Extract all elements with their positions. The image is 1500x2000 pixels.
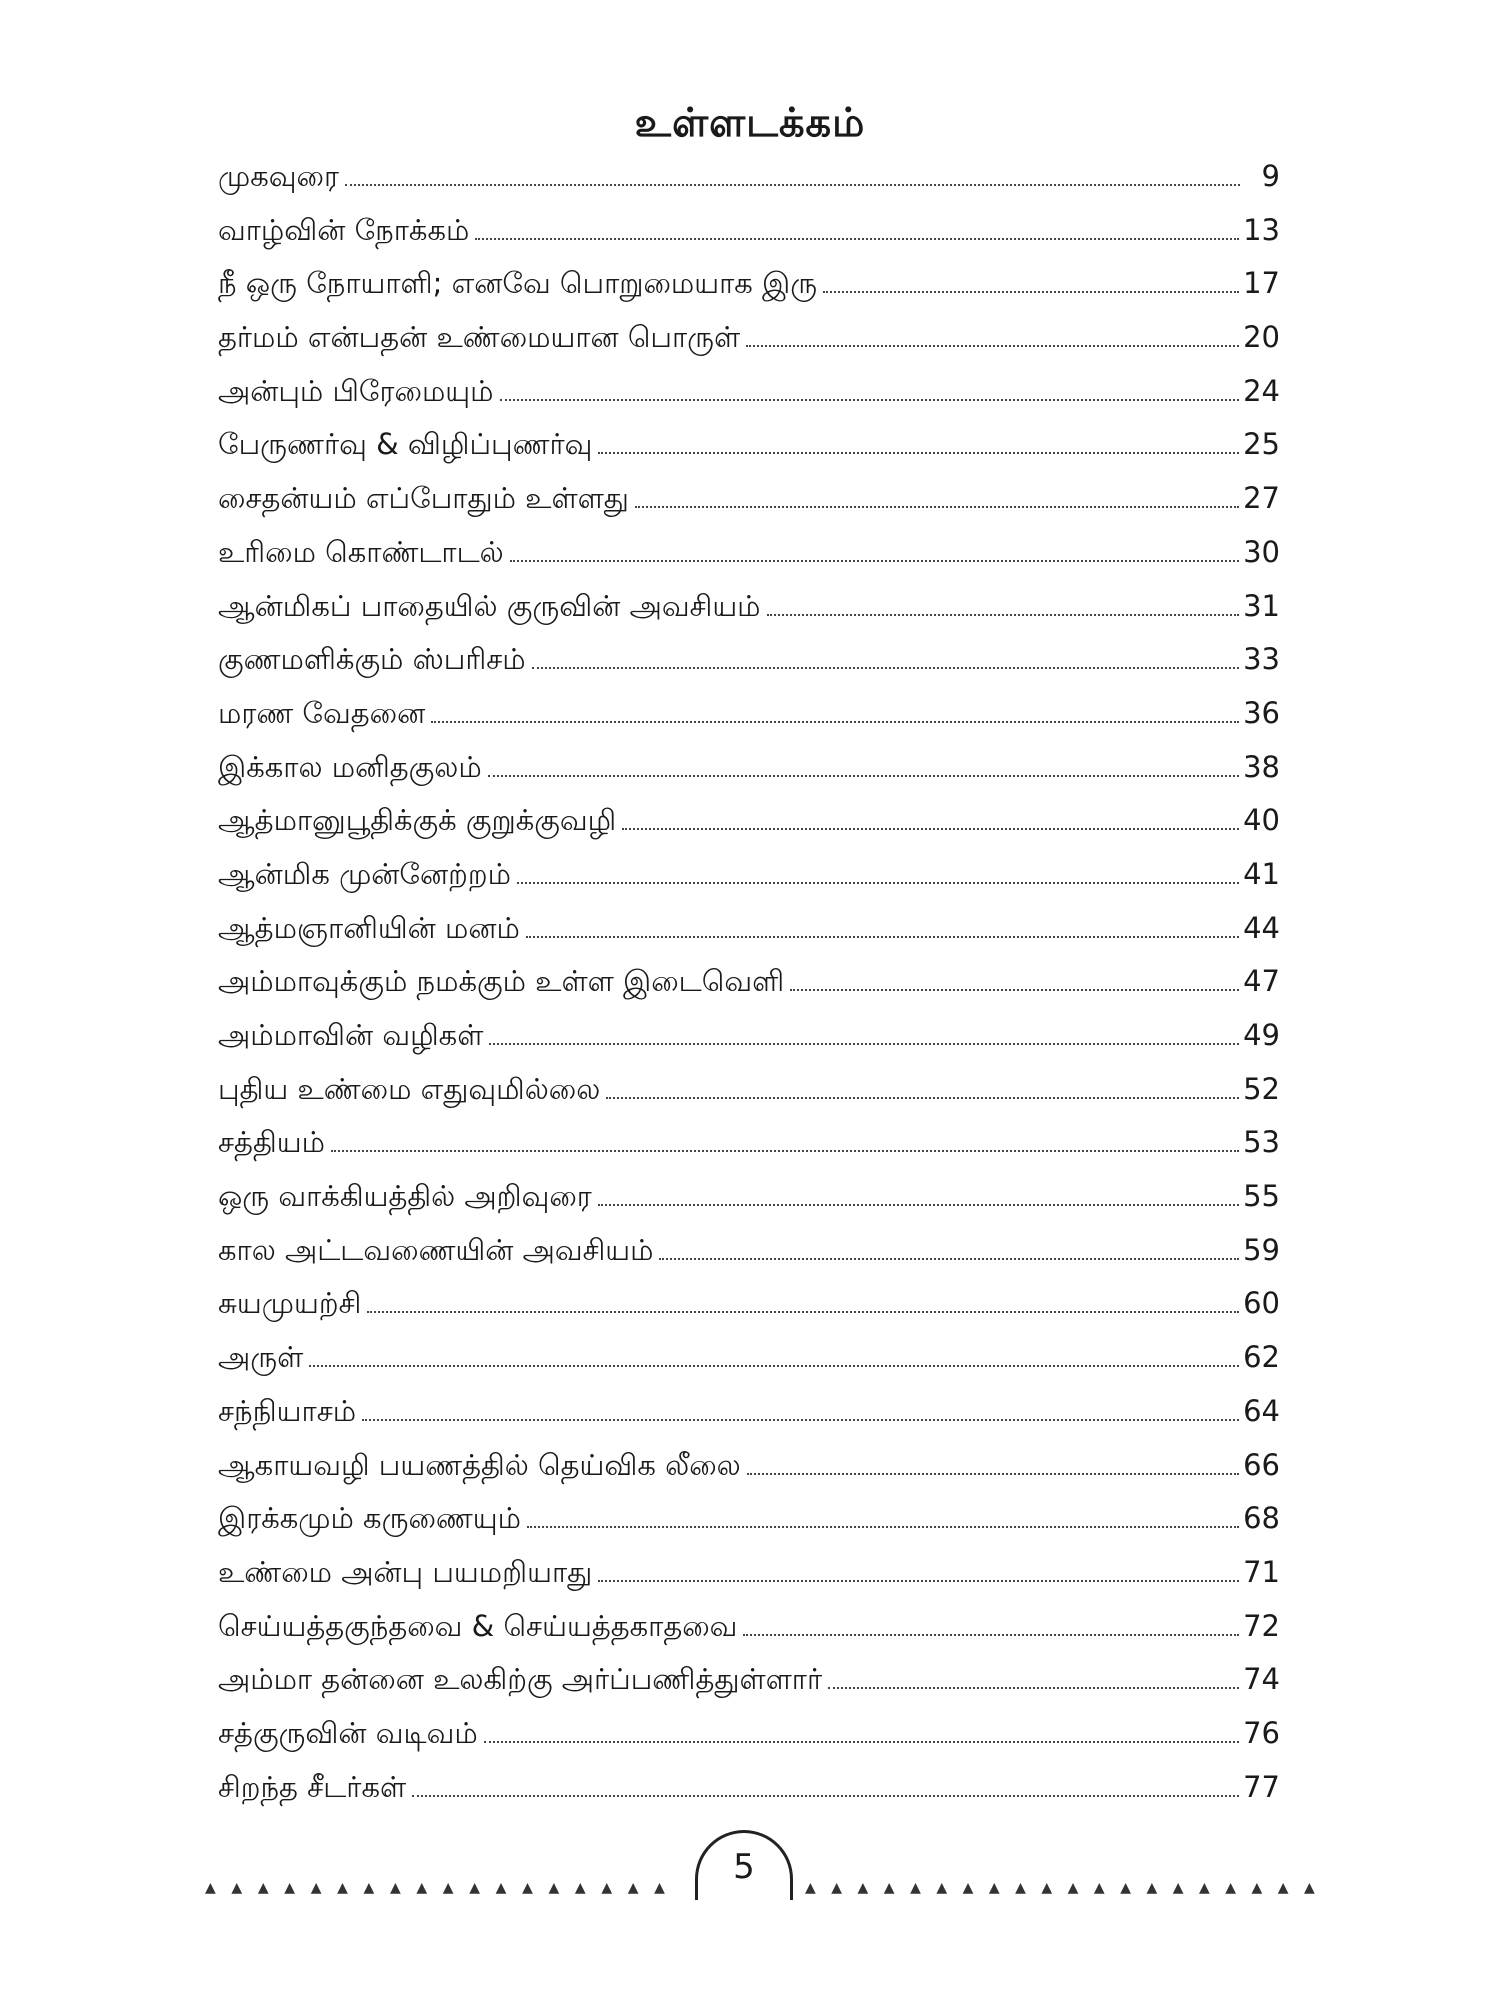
footer-ornament-right [805,1880,1315,1896]
toc-entry [218,204,1280,258]
toc-entry [218,955,1280,1009]
ornament-triangle-icon: ▲ [1067,1880,1079,1896]
toc-entry-page: 62 [1243,1340,1280,1375]
toc-entry-page: 47 [1243,964,1280,999]
toc-entry-page: 44 [1243,910,1280,945]
toc-entry-page: 40 [1243,803,1280,838]
ornament-triangle-icon: ▲ [363,1880,375,1896]
page-title: உள்ளடக்கம் [634,100,866,146]
toc-entry [218,1116,1280,1170]
dot-leader [484,1741,1239,1743]
ornament-triangle-icon: ▲ [1198,1880,1210,1896]
toc-entry [218,150,1280,204]
toc-entry [218,1170,1280,1224]
ornament-triangle-icon: ▲ [231,1880,243,1896]
toc-entry-page: 36 [1243,695,1280,730]
dot-leader [331,1150,1239,1152]
toc-entry-page: 31 [1243,588,1280,623]
table-of-contents [218,150,1280,1814]
toc-entry-page: 72 [1243,1608,1280,1643]
toc-entry-page: 41 [1243,856,1280,891]
toc-entry-title: ஆன்மிகப் பாதையில் குருவின் அவசியம் [218,588,761,623]
toc-entry [218,1331,1280,1385]
toc-entry-title: நீ ஒரு நோயாளி; எனவே பொறுமையாக இரு [218,266,818,301]
toc-entry [218,1439,1280,1493]
toc-entry [218,741,1280,795]
toc-entry-page: 17 [1243,266,1280,301]
toc-entry [218,472,1280,526]
dot-leader [790,989,1239,991]
dot-leader [488,775,1239,777]
ornament-triangle-icon: ▲ [601,1880,613,1896]
toc-entry [218,1546,1280,1600]
page-footer [205,1830,1315,1900]
toc-entry-page: 68 [1243,1501,1280,1536]
toc-entry-page: 49 [1243,1018,1280,1052]
ornament-triangle-icon: ▲ [1015,1880,1026,1896]
toc-entry-page: 24 [1243,373,1280,408]
ornament-triangle-icon: ▲ [495,1880,507,1896]
toc-entry-page: 74 [1243,1662,1280,1697]
toc-entry-page: 33 [1243,642,1280,677]
toc-entry [218,1761,1280,1815]
toc-entry-title: பேருணர்வு & விழிப்புணர்வு [218,427,593,462]
toc-entry-title: ஆகாயவழி பயணத்தில் தெய்விக லீலை [218,1447,741,1482]
ornament-triangle-icon: ▲ [574,1880,586,1896]
ornament-triangle-icon: ▲ [1172,1880,1184,1896]
toc-entry-title: ஆத்மானுபூதிக்குக் குறுக்குவழி [218,803,617,838]
ornament-triangle-icon: ▲ [284,1880,296,1896]
toc-entry-title: கால அட்டவணையின் அவசியம் [218,1232,654,1267]
toc-entry [218,633,1280,687]
dot-leader [526,936,1239,938]
toc-entry-page: 71 [1243,1554,1280,1589]
toc-entry-page: 13 [1243,212,1280,247]
ornament-triangle-icon: ▲ [857,1880,869,1896]
ornament-triangle-icon: ▲ [936,1880,948,1896]
ornament-triangle-icon: ▲ [1225,1880,1237,1896]
toc-entry [218,1492,1280,1546]
dot-leader [622,828,1239,830]
toc-entry [218,1707,1280,1761]
ornament-triangle-icon: ▲ [548,1880,560,1896]
toc-entry-title: ஆத்மஞானியின் மனம் [218,910,520,945]
toc-entry [218,257,1280,311]
ornament-triangle-icon: ▲ [805,1880,816,1896]
dot-leader [598,1580,1239,1582]
dot-leader [345,184,1240,186]
toc-entry-title: அம்மாவின் வழிகள் [218,1018,484,1052]
ornament-triangle-icon: ▲ [988,1880,1000,1896]
page-number: 5 [695,1830,793,1900]
dot-leader [743,1634,1239,1636]
toc-entry-title: சைதன்யம் எப்போதும் உள்ளது [218,481,629,516]
toc-entry [218,902,1280,956]
ornament-triangle-icon: ▲ [1120,1880,1131,1896]
ornament-triangle-icon: ▲ [442,1880,454,1896]
toc-entry [218,1653,1280,1707]
toc-entry [218,1600,1280,1654]
ornament-triangle-icon: ▲ [522,1880,533,1896]
toc-entry [218,365,1280,419]
ornament-triangle-icon: ▲ [257,1880,269,1896]
toc-entry [218,580,1280,634]
dot-leader [489,1043,1239,1045]
toc-entry [218,311,1280,365]
toc-entry [218,526,1280,580]
ornament-triangle-icon: ▲ [1041,1880,1053,1896]
toc-entry-page: 76 [1243,1715,1280,1750]
toc-entry-page: 66 [1243,1447,1280,1482]
toc-entry [218,1009,1280,1063]
dot-leader [659,1258,1239,1260]
toc-entry-title: அம்மா தன்னை உலகிற்கு அர்ப்பணித்துள்ளார் [218,1662,823,1697]
toc-entry [218,1385,1280,1439]
dot-leader [362,1419,1239,1421]
toc-entry-page: 55 [1243,1179,1280,1214]
toc-entry-title: சந்நியாசம் [218,1393,357,1428]
ornament-triangle-icon: ▲ [910,1880,921,1896]
toc-entry [218,1224,1280,1278]
dot-leader [412,1795,1239,1797]
dot-leader [367,1311,1239,1313]
ornament-triangle-icon: ▲ [1146,1880,1158,1896]
toc-entry-page: 9 [1261,159,1280,193]
toc-entry [218,418,1280,472]
toc-entry [218,848,1280,902]
dot-leader [823,291,1239,293]
dot-leader [828,1687,1239,1689]
toc-entry [218,1063,1280,1117]
ornament-triangle-icon: ▲ [883,1880,895,1896]
toc-entry-page: 30 [1243,534,1280,569]
toc-entry-title: உரிமை கொண்டாடல் [218,534,504,569]
toc-entry-title: செய்யத்தகுந்தவை & செய்யத்தகாதவை [218,1608,738,1643]
dot-leader [746,345,1239,347]
toc-entry-title: புதிய உண்மை எதுவுமில்லை [218,1071,601,1106]
toc-entry-page: 53 [1243,1125,1280,1160]
dot-leader [598,452,1239,454]
toc-entry [218,794,1280,848]
ornament-triangle-icon: ▲ [389,1880,401,1896]
toc-entry-title: சத்குருவின் வடிவம் [218,1715,478,1750]
ornament-triangle-icon: ▲ [469,1880,480,1896]
ornament-triangle-icon: ▲ [1093,1880,1105,1896]
toc-entry-page: 52 [1243,1071,1280,1106]
ornament-triangle-icon: ▲ [831,1880,843,1896]
ornament-triangle-icon: ▲ [627,1880,639,1896]
toc-entry-title: தர்மம் என்பதன் உண்மையான பொருள் [218,320,741,355]
toc-entry-title: அருள் [218,1340,304,1375]
toc-entry-title: சுயமுயற்சி [218,1286,362,1321]
toc-entry-title: உண்மை அன்பு பயமறியாது [218,1554,593,1589]
dot-leader [767,614,1240,616]
toc-entry-title: வாழ்வின் நோக்கம் [218,212,470,247]
dot-leader [532,667,1239,669]
toc-entry-title: இக்கால மனிதகுலம் [218,749,482,784]
dot-leader [309,1365,1239,1367]
ornament-triangle-icon: ▲ [310,1880,322,1896]
toc-entry-page: 27 [1243,481,1280,516]
dot-leader [747,1473,1239,1475]
dot-leader [606,1097,1239,1099]
ornament-triangle-icon: ▲ [654,1880,665,1896]
toc-entry-title: ஆன்மிக முன்னேற்றம் [218,856,511,891]
dot-leader [510,560,1239,562]
dot-leader [635,506,1239,508]
dot-leader [475,238,1239,240]
ornament-triangle-icon: ▲ [416,1880,428,1896]
ornament-triangle-icon: ▲ [337,1880,348,1896]
dot-leader [527,1526,1239,1528]
ornament-triangle-icon: ▲ [962,1880,974,1896]
toc-entry-title: அம்மாவுக்கும் நமக்கும் உள்ள இடைவெளி [218,964,785,999]
ornament-triangle-icon: ▲ [1251,1880,1263,1896]
toc-entry-page: 38 [1243,749,1280,784]
toc-entry-title: இரக்கமும் கருணையும் [218,1501,522,1536]
footer-ornament-left [205,1880,665,1896]
dot-leader [431,721,1239,723]
dot-leader [598,1204,1239,1206]
toc-entry [218,1277,1280,1331]
toc-entry-title: குணமளிக்கும் ஸ்பரிசம் [218,642,526,677]
toc-entry-title: அன்பும் பிரேமையும் [218,373,494,408]
toc-entry-title: முகவுரை [218,159,339,193]
toc-entry-title: சத்தியம் [218,1125,325,1160]
toc-entry-title: சிறந்த சீடர்கள் [218,1769,407,1804]
toc-entry [218,687,1280,741]
toc-entry-page: 25 [1243,427,1280,462]
dot-leader [500,399,1240,401]
toc-entry-page: 20 [1243,320,1280,355]
toc-entry-page: 64 [1243,1393,1280,1428]
toc-entry-title: ஒரு வாக்கியத்தில் அறிவுரை [218,1179,592,1214]
ornament-triangle-icon: ▲ [1277,1880,1289,1896]
ornament-triangle-icon: ▲ [1304,1880,1315,1896]
toc-entry-page: 59 [1243,1232,1280,1267]
toc-entry-page: 60 [1243,1286,1280,1321]
ornament-triangle-icon: ▲ [205,1880,216,1896]
dot-leader [517,882,1239,884]
toc-entry-page: 77 [1243,1769,1280,1804]
toc-entry-title: மரண வேதனை [218,695,426,730]
